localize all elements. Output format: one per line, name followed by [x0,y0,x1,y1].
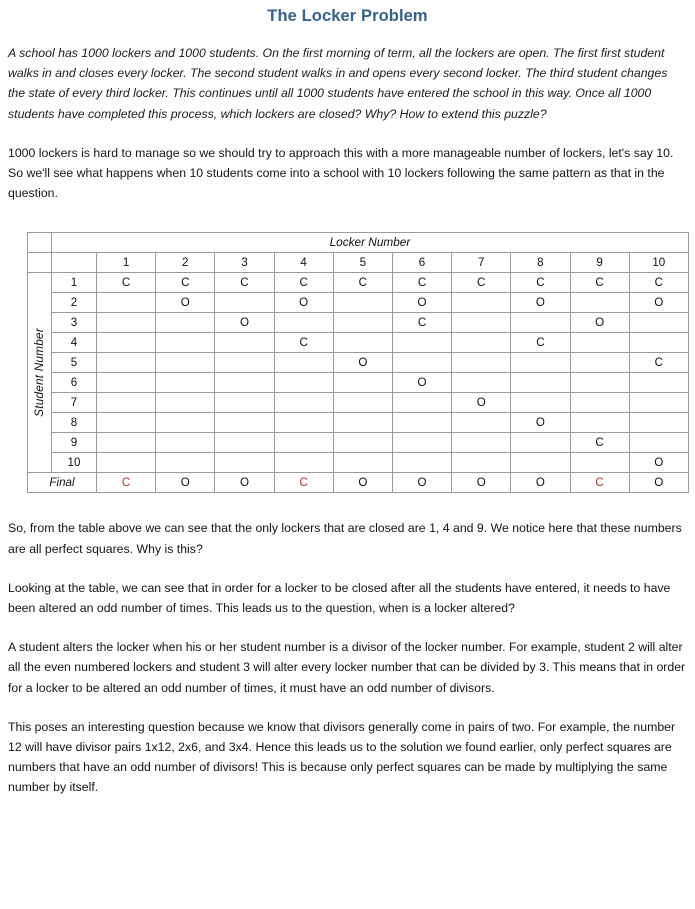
cell [156,373,215,393]
cell [511,313,570,333]
column-header-9: 9 [570,253,629,273]
locker-state-table [27,232,689,493]
table-row [28,433,689,453]
table-row [28,453,689,473]
cell: C [156,273,215,293]
cell: O [452,393,511,413]
locker-table-container [27,232,688,493]
cell [511,453,570,473]
cell [570,453,629,473]
cell [215,353,274,373]
final-cell: O [629,473,688,493]
cell: C [570,273,629,293]
final-row-label: Final [28,473,97,493]
cell [629,433,688,453]
table-row [28,273,689,293]
cell [570,393,629,413]
cell [215,453,274,473]
row-label: 6 [52,373,97,393]
cell: C [274,333,333,353]
table-row [28,393,689,413]
cell [333,333,392,353]
locker-number-header: Locker Number [52,233,689,253]
cell [511,373,570,393]
cell [570,333,629,353]
cell [452,433,511,453]
cell [570,353,629,373]
row-label: 1 [52,273,97,293]
column-header-1: 1 [97,253,156,273]
cell [97,353,156,373]
cell [392,453,451,473]
cell [333,413,392,433]
cell [392,433,451,453]
final-cell: O [511,473,570,493]
cell [452,333,511,353]
cell [274,313,333,333]
table-row [28,373,689,393]
student-number-axis-label [28,273,52,473]
column-header-5: 5 [333,253,392,273]
cell [333,433,392,453]
column-header-4: 4 [274,253,333,273]
cell: O [333,353,392,373]
final-cell: C [570,473,629,493]
cell [629,413,688,433]
final-cell: O [392,473,451,493]
cell [274,373,333,393]
cell: O [629,453,688,473]
cell [274,413,333,433]
cell [215,293,274,313]
cell: C [333,273,392,293]
cell [156,313,215,333]
cell: O [392,293,451,313]
cell [333,313,392,333]
row-label: 5 [52,353,97,373]
cell [511,433,570,453]
cell [629,333,688,353]
table-column-header-row [28,253,689,273]
cell: O [215,313,274,333]
document-page [0,7,695,909]
row-label: 10 [52,453,97,473]
final-cell: C [97,473,156,493]
cell [274,433,333,453]
cell [452,373,511,393]
cell: C [274,273,333,293]
cell: O [156,293,215,313]
cell [392,393,451,413]
paragraph-divisor-rule: A student alters the locker when his or her student number is a divisor of the locker number. For example, student 2 will alter all the even numbered lockers and student 3 will alter every locker number that can be divided by 3. This means that in order for a locker to be altered an odd number of times, it must have an odd number of divisors. [8,640,686,695]
paragraph-problem-statement: A school has 1000 lockers and 1000 students. On the first morning of term, all the lockers are open. The first first student walks in and closes every locker. The second student walks in and opens every second locker. The third student changes the state of every third locker. This continues until all 1000 students have entered the school in this way. Once all 1000 students have completed this process, which lockers are closed? Why? How to extend this puzzle? [8,46,668,121]
row-label: 2 [52,293,97,313]
paragraph-observation: So, from the table above we can see that the only lockers that are closed are 1, 4 and 9. We notice here that these numbers are all perfect squares. Why is this? [8,521,682,556]
row-label: 4 [52,333,97,353]
cell: C [392,313,451,333]
cell: C [452,273,511,293]
cell [215,333,274,353]
column-header-6: 6 [392,253,451,273]
cell: C [215,273,274,293]
cell [215,373,274,393]
cell [452,353,511,373]
cell [392,413,451,433]
row-label: 7 [52,393,97,413]
cell [97,293,156,313]
cell [156,393,215,413]
student-number-axis-text: Student Number [32,328,47,418]
cell [97,433,156,453]
cell [452,313,511,333]
rot-spacer-cell [28,253,52,273]
table-corner-blank [28,233,52,253]
final-state-row [28,473,689,493]
cell [97,393,156,413]
row-label: 3 [52,313,97,333]
cell [392,333,451,353]
cell [156,413,215,433]
cell: C [629,353,688,373]
column-header-blank [52,253,97,273]
cell: C [570,433,629,453]
cell: C [97,273,156,293]
cell [274,453,333,473]
cell: O [570,313,629,333]
table-header-title-row [28,233,689,253]
cell [156,433,215,453]
final-cell: O [333,473,392,493]
row-label: 9 [52,433,97,453]
cell: C [392,273,451,293]
cell: O [274,293,333,313]
paragraph-simplify: 1000 lockers is hard to manage so we should try to approach this with a more manageable number of lockers, let's say 10. So we'll see what happens when 10 students come into a school with 10 lockers following the same pattern as that in the question. [8,145,674,201]
cell: O [511,293,570,313]
column-header-7: 7 [452,253,511,273]
cell: O [511,413,570,433]
cell [511,393,570,413]
cell [97,453,156,473]
cell [156,333,215,353]
cell [333,393,392,413]
table-row [28,353,689,373]
cell [570,373,629,393]
cell [629,373,688,393]
cell [97,313,156,333]
cell: O [629,293,688,313]
row-label: 8 [52,413,97,433]
cell [215,413,274,433]
table-row [28,333,689,353]
cell [215,433,274,453]
page-title: The Locker Problem [267,7,428,25]
final-cell: O [215,473,274,493]
cell [333,293,392,313]
cell [333,453,392,473]
table-row [28,413,689,433]
cell [97,373,156,393]
cell [452,413,511,433]
cell [97,413,156,433]
cell [97,333,156,353]
cell: C [511,333,570,353]
cell [570,293,629,313]
column-header-2: 2 [156,253,215,273]
cell [333,373,392,393]
cell: O [392,373,451,393]
cell [452,453,511,473]
paragraph-divisor-pairs: This poses an interesting question because we know that divisors generally come in pairs of two. For example, the number 12 will have divisor pairs 1x12, 2x6, and 3x4. Hence this leads us to the solution we found earlier, only perfect squares are numbers that have an odd number of divisors! This is because only perfect squares can be made by multiplying the same number by itself. [8,719,676,795]
cell [452,293,511,313]
locker-table-body [28,233,689,493]
cell [274,393,333,413]
cell: C [629,273,688,293]
cell: C [511,273,570,293]
column-header-8: 8 [511,253,570,273]
cell [629,393,688,413]
final-cell: C [274,473,333,493]
cell [156,353,215,373]
cell [215,393,274,413]
table-row [28,313,689,333]
column-header-10: 10 [629,253,688,273]
cell [511,353,570,373]
cell [629,313,688,333]
cell [156,453,215,473]
cell [570,413,629,433]
table-row [28,293,689,313]
cell [274,353,333,373]
final-cell: O [156,473,215,493]
cell [392,353,451,373]
paragraph-odd-times: Looking at the table, we can see that in order for a locker to be closed after all the students have entered, it needs to have been altered an odd number of times. This leads us to the question, when is a locker altered? [8,580,671,616]
final-cell: O [452,473,511,493]
column-header-3: 3 [215,253,274,273]
